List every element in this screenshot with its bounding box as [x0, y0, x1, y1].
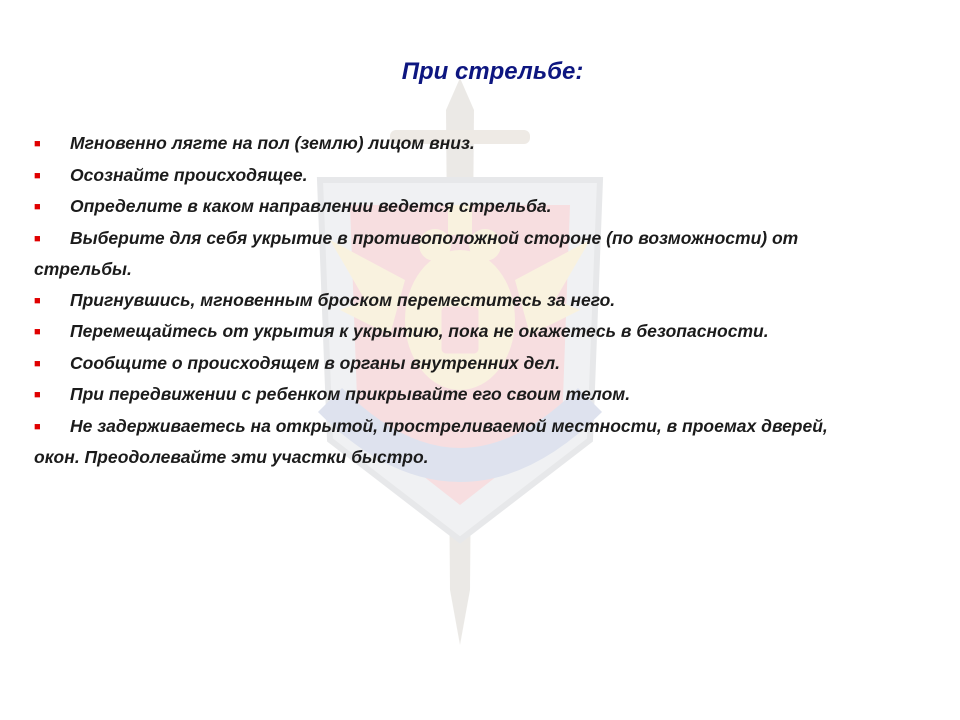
list-item [34, 285, 834, 317]
list-item-text: Сообщите о происходящем в органы внутренних дел. [70, 352, 561, 373]
bullet-marker-icon: ■ [34, 138, 41, 150]
list-item-text: Определите в каком направлении ведется стрельба. [70, 196, 552, 216]
list-item-text: Мгновенно лягте на пол (землю) лицом вниз. [70, 133, 475, 153]
list-item-text: Не задерживаетесь на открытой, простреливаемой местности, в проемах дверей, окон. Преодолевайте эти участки быстро. [34, 415, 828, 467]
list-item-text: Пригнувшись, мгновенным броском переместитесь за него. [70, 289, 616, 310]
bullet-marker-icon: ■ [34, 169, 41, 182]
bullet-marker-icon: ■ [34, 326, 41, 338]
list-item [34, 411, 834, 473]
list-item [34, 379, 834, 411]
bullet-marker-icon: ■ [34, 357, 41, 370]
bullet-marker-icon: ■ [34, 232, 41, 245]
bullet-marker-icon: ■ [34, 389, 41, 401]
list-item-text: При передвижении с ребенком прикрывайте его своим телом. [70, 384, 631, 404]
slide-title: При стрельбе: [401, 58, 584, 85]
list-item [34, 348, 834, 380]
list-item-text: Перемещайтесь от укрытия к укрытию, пока не окажетесь в безопасности. [70, 321, 769, 341]
list-item [34, 128, 834, 160]
list-item [34, 160, 834, 192]
list-item [34, 191, 834, 223]
bullet-marker-icon: ■ [34, 201, 41, 213]
list-item-text: Осознайте происходящее. [70, 164, 308, 185]
shooting-instructions-list [34, 128, 834, 473]
bullet-marker-icon: ■ [34, 420, 41, 433]
list-item [34, 223, 834, 285]
list-item [34, 316, 834, 348]
list-item-text: Выберите для себя укрытие в противоположной стороне (по возможности) от стрельбы. [34, 227, 799, 279]
bullet-marker-icon: ■ [34, 294, 41, 307]
